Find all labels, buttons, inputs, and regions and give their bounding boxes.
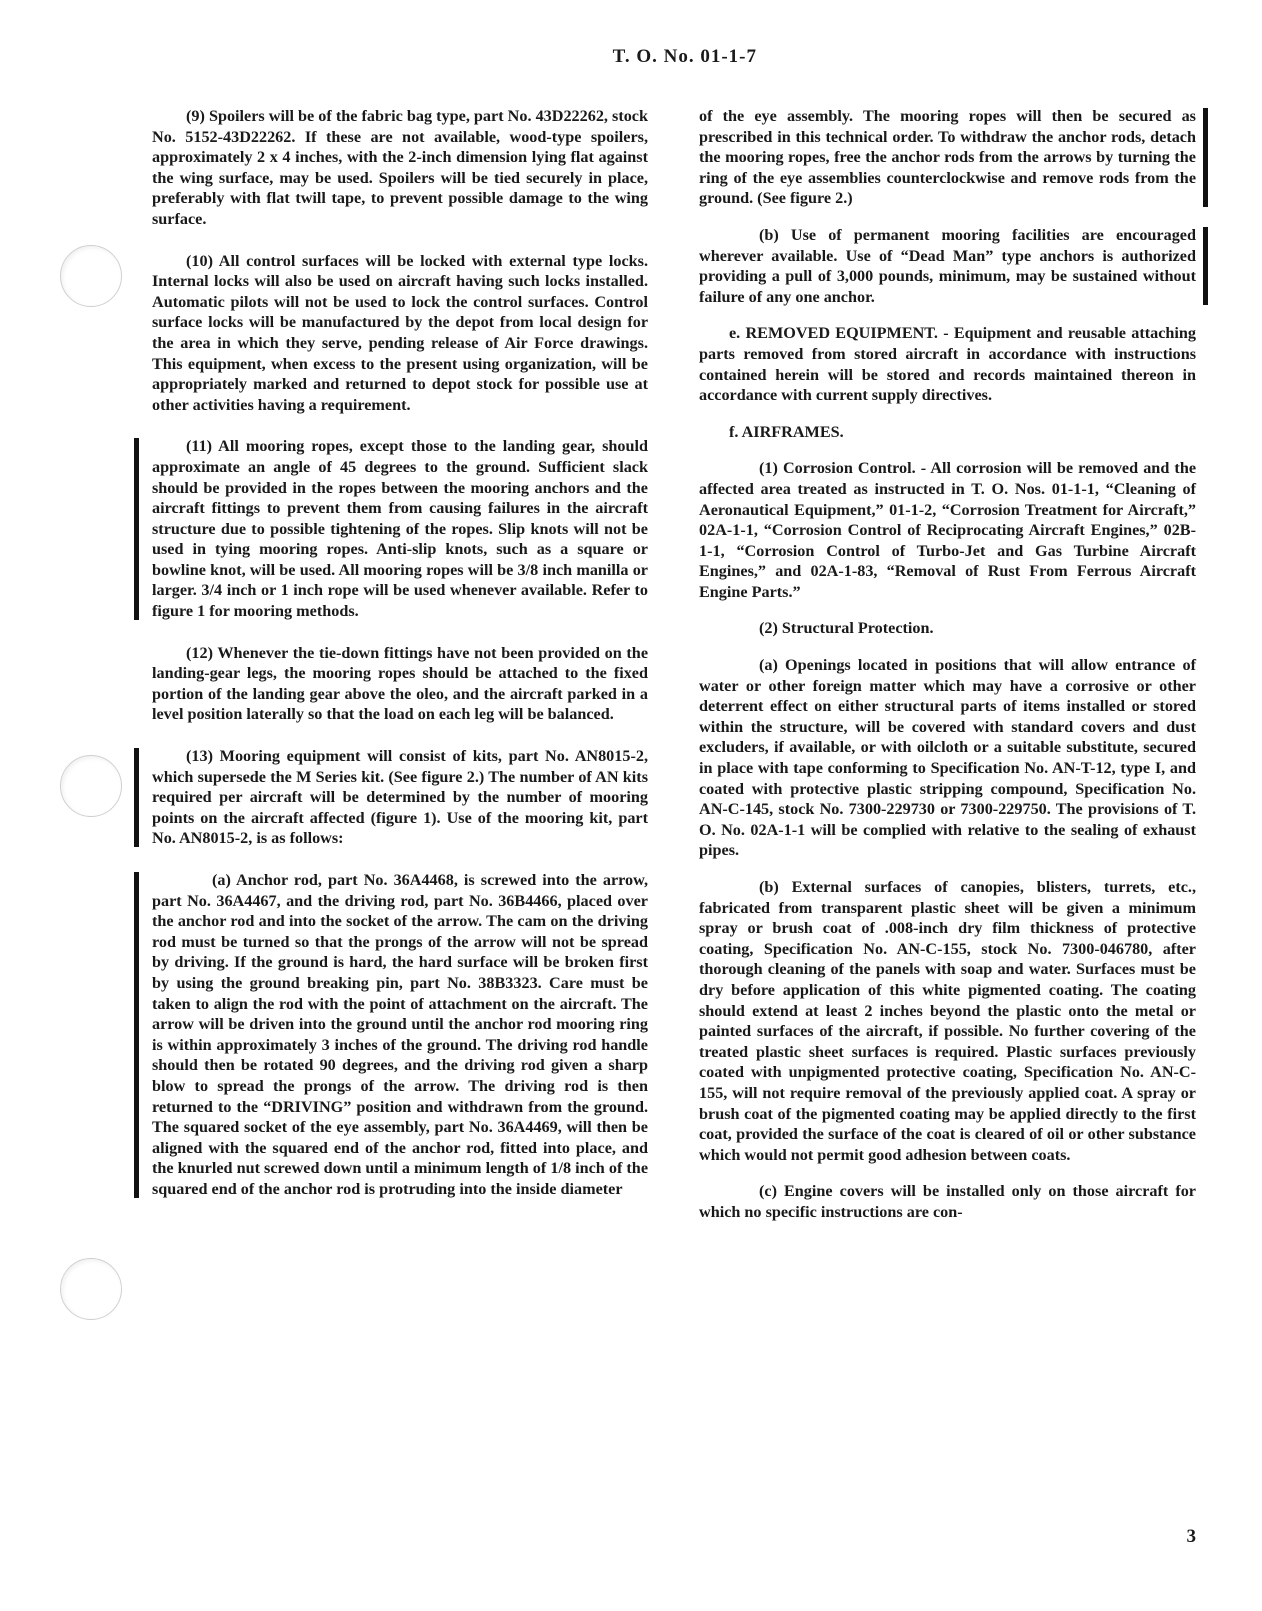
paragraph-b-block: [699, 225, 1196, 307]
paragraph-9: (9) Spoilers will be of the fabric bag type, part No. 43D22262, stock No. 5152-43D22262. If these are not available, wood-type spoilers, approximately 2 x 4 inches, with the 2-inch dimension lying flat against the wing surface, may be used. Spoilers will be tied securely in place, preferably with flat twill tape, to prevent possible damage to the wing surface.: [152, 107, 648, 228]
paragraph-2b-surfaces: (b) External surfaces of canopies, blisters, turrets, etc., fabricated from transparent plastic sheet will be given a minimum spray or brush coat of .008-inch dry film thickness of protective coating, Specification No. AN-C-155, stock No. 7300-046780, after thorough cleaning of the panels with soap and water. Surfaces must be dry before application of this white pigmented coating. The coating should extend at least 2 inches beyond the plastic onto the metal or painted surfaces of the aircraft, if possible. No further covering of the treated plastic sheet surfaces is required. Plastic surfaces previously coated with unpigmented protective coating, Specification No. AN-C-155, will not require removal of the previously applied coat. A spray or brush coat of the pigmented coating may be applied directly to the first coat, provided the surface of the coat is cleared of oil or other substance which would not permit good adhesion between coats.: [699, 878, 1196, 1164]
paragraph-1-corrosion: (1) Corrosion Control. - All corrosion will be removed and the affected area treated as instructed in T. O. Nos. 01-1-1, “Cleaning of Aeronautical Equipment,” 01-1-2, “Corrosion Treatment for Aircraft,” 02A-1-1, “Corrosion Control of Reciprocating Aircraft Engines,” 02B-1-1, “Corrosion Control of Turbo-Jet and Gas Turbine Aircraft Engines,” and 02A-1-83, “Removal of Rust From Ferrous Aircraft Engine Parts.”: [699, 459, 1196, 601]
punch-hole-bottom: [60, 1258, 122, 1320]
paragraph-13a-block: [152, 870, 648, 1200]
change-bar: [134, 748, 139, 847]
change-bar: [1203, 227, 1208, 305]
change-bar: [1203, 108, 1208, 207]
paragraph-2-structural: (2) Structural Protection.: [759, 619, 934, 638]
left-column: [152, 106, 648, 1200]
paragraph-13-block: [152, 746, 648, 849]
paragraph-12: (12) Whenever the tie-down fittings have not been provided on the landing-gear legs, the mooring ropes should be attached to the fixed portion of the landing gear above the oleo, and the aircraft parked in a level position laterally so that the load on each leg will be balanced.: [152, 643, 648, 724]
paragraph-2c-engine-covers: (c) Engine covers will be installed only on those aircraft for which no specific instructions are con-: [699, 1182, 1196, 1221]
paragraph-continuation: of the eye assembly. The mooring ropes will then be secured as prescribed in this technical order. To withdraw the anchor rods, detach the mooring ropes, free the anchor rods from the arrows by turning the ring of the eye assemblies counterclockwise and remove rods from the ground. (See figure 2.): [699, 107, 1196, 208]
paragraph-10: (10) All control surfaces will be locked with external type locks. Internal locks will also be used on aircraft having such locks installed. Automatic pilots will not be used to lock the control surfaces. Control surface locks will be manufactured by the depot from local design for the area in which they serve, pending release of Air Force drawings. This equipment, when excess to the present using organization, will be appropriately marked and returned to depot stock for possible use at other activities having a requirement.: [152, 251, 648, 414]
paragraph-11-block: [152, 436, 648, 621]
page-number: 3: [1186, 1526, 1196, 1547]
paragraph-13a: (a) Anchor rod, part No. 36A4468, is screwed into the arrow, part No. 36A4467, and the driving rod, part No. 36B4466, placed over the anchor rod and into the socket of the arrow. The cam on the driving rod must be turned so that the prongs of the arrow will not be spread by driving. If the ground is hard, the hard surface will be broken first by using the ground breaking pin, part No. 38B3323. Care must be taken to align the rod with the point of attachment on the aircraft. The arrow will be driven into the ground until the anchor rod mooring ring is within approximately 3 inches of the ground. The driving rod handle should then be rotated 90 degrees, and the driving rod given a sharp blow to spread the prongs of the arrow. The driving rod is then returned to the “DRIVING” position and withdrawn from the ground. The squared socket of the eye assembly, part No. 36A4469, will then be aligned with the squared end of the anchor rod, fitted into place, and the knurled nut screwed down until a minimum length of 1/8 inch of the squared end of the anchor rod is protruding into the inside diameter: [152, 871, 648, 1198]
paragraph-2a-openings: (a) Openings located in positions that will allow entrance of water or other foreign matter which may have a corrosive or other deterrent effect on either structural parts of items installed or stored within the structure, will be covered with standard covers and dust excluders, if available, or with oilcloth or a suitable substitute, secured in place with tape conforming to Specification No. AN-T-12, type I, and coated with protective plastic stripping compound, Specification No. AN-C-145, stock No. 7300-229730 or 7300-229750. The provisions of T. O. No. 02A-1-1 will be complied with relative to the sealing of exhaust pipes.: [699, 656, 1196, 860]
right-column: [699, 106, 1196, 1223]
change-bar: [134, 872, 139, 1198]
paragraph-b-mooring: (b) Use of permanent mooring facilities are encouraged wherever available. Use of “Dead Man” type anchors is authorized providing a pull of 3,000 pounds, minimum, may be sustained without failure of any one anchor.: [699, 225, 1196, 306]
continuation-block: [699, 106, 1196, 209]
section-f-heading: f. AIRFRAMES.: [729, 422, 844, 441]
paragraph-13: (13) Mooring equipment will consist of kits, part No. AN8015-2, which supersede the M Series kit. (See figure 2.) The number of AN kits required per aircraft will be determined by the number of mooring points on the aircraft affected (figure 1). Use of the mooring kit, part No. AN8015-2, is as follows:: [152, 747, 648, 848]
change-bar: [134, 438, 139, 619]
paragraph-11: (11) All mooring ropes, except those to the landing gear, should approximate an angle of 45 degrees to the ground. Sufficient slack should be provided in the ropes between the mooring anchors and the aircraft fittings to prevent them from causing failures in the aircraft structure due to possible tightening of the ropes. Slip knots will not be used in tying mooring ropes. Anti-slip knots, such as a square or bowline knot, will be used. All mooring ropes will be 3/8 inch manilla or larger. 3/4 inch or 1 inch rope will be used whenever available. Refer to figure 1 for mooring methods.: [152, 437, 648, 621]
punch-hole-middle: [60, 755, 122, 817]
document-number-header: T. O. No. 01-1-7: [612, 46, 757, 67]
punch-hole-top: [60, 245, 122, 307]
section-e-removed-equipment: e. REMOVED EQUIPMENT. - Equipment and reusable attaching parts removed from stored aircraft in accordance with instructions contained herein will be stored and records maintained thereon in accordance with current supply directives.: [699, 324, 1196, 405]
